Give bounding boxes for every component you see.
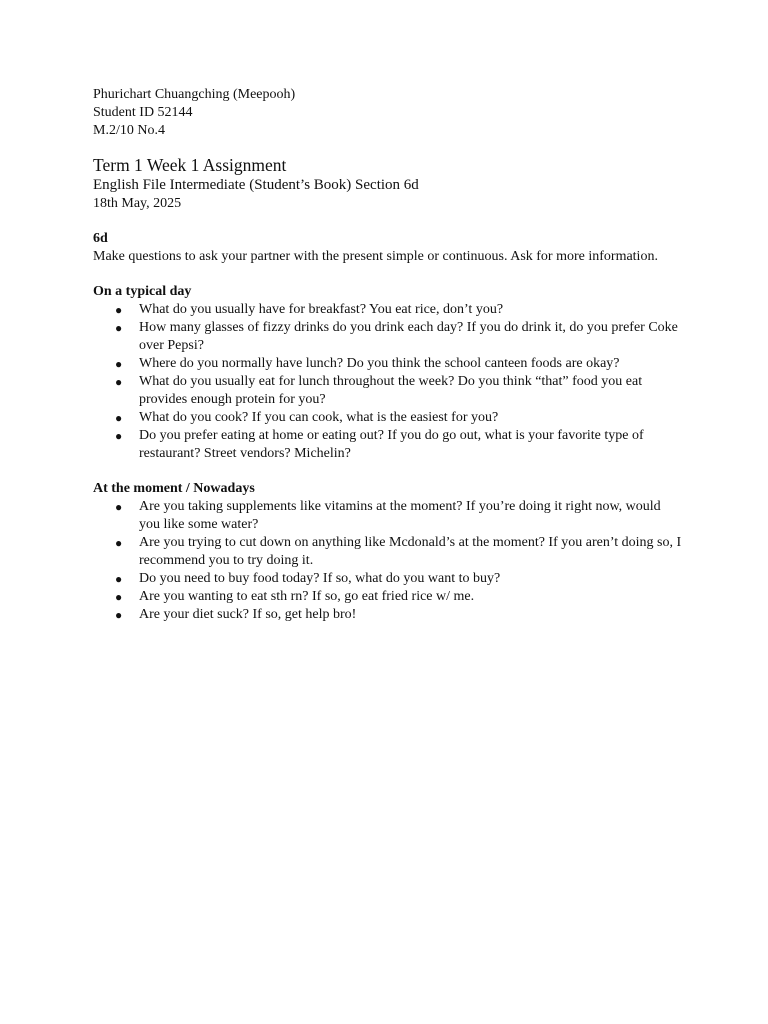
assignment-book: English File Intermediate (Student’s Book) Section 6d (93, 177, 419, 193)
class-number: M.2/10 No.4 (93, 123, 165, 138)
nowadays-list (93, 498, 683, 624)
list-item (93, 570, 683, 588)
bullet-icon: ● (115, 536, 123, 550)
list-item-text: Are you trying to cut down on anything like Mcdonald’s at the moment? If you aren’t doing so, I recommend you to try doing it. (139, 535, 682, 568)
section-code: 6d (93, 231, 108, 246)
nowadays-heading: At the moment / Nowadays (93, 481, 255, 496)
list-item-text: What do you usually have for breakfast? You eat rice, don’t you? (139, 302, 504, 317)
list-item-text: What do you cook? If you can cook, what is the easiest for you? (139, 410, 499, 425)
bullet-icon: ● (115, 608, 123, 622)
typical-day-heading: On a typical day (93, 284, 192, 299)
assignment-date: 18th May, 2025 (93, 196, 182, 211)
student-id: Student ID 52144 (93, 105, 193, 120)
document-page (93, 86, 683, 624)
list-item (93, 427, 683, 463)
list-item-text: Do you prefer eating at home or eating out? If you do go out, what is your favorite type of restaurant? Street vendors? Michelin? (139, 428, 644, 461)
list-item-text: How many glasses of fizzy drinks do you drink each day? If you do drink it, do you prefer Coke over Pepsi? (139, 320, 678, 353)
list-item (93, 319, 683, 355)
list-item-text: Where do you normally have lunch? Do you think the school canteen foods are okay? (139, 356, 620, 371)
assignment-title: Term 1 Week 1 Assignment (93, 155, 287, 175)
list-item (93, 355, 683, 373)
bullet-icon: ● (115, 357, 123, 371)
typical-day-list (93, 301, 683, 463)
list-item (93, 534, 683, 570)
list-item (93, 373, 683, 409)
list-item (93, 409, 683, 427)
list-item (93, 498, 683, 534)
student-name: Phurichart Chuangching (Meepooh) (93, 87, 296, 102)
bullet-icon: ● (115, 429, 123, 443)
bullet-icon: ● (115, 375, 123, 389)
list-item-text: Do you need to buy food today? If so, what do you want to buy? (139, 571, 501, 586)
bullet-icon: ● (115, 572, 123, 586)
list-item-text: Are you wanting to eat sth rn? If so, go eat fried rice w/ me. (139, 589, 475, 604)
bullet-icon: ● (115, 303, 123, 317)
list-item (93, 606, 683, 624)
list-item-text: What do you usually eat for lunch throughout the week? Do you think “that” food you eat provides enough protein for you? (139, 374, 643, 407)
bullet-icon: ● (115, 500, 123, 514)
list-item (93, 301, 683, 319)
bullet-icon: ● (115, 411, 123, 425)
bullet-icon: ● (115, 321, 123, 335)
list-item (93, 588, 683, 606)
list-item-text: Are your diet suck? If so, get help bro! (139, 607, 357, 622)
list-item-text: Are you taking supplements like vitamins at the moment? If you’re doing it right now, would you like some water? (139, 499, 661, 532)
section-instructions: Make questions to ask your partner with the present simple or continuous. Ask for more information. (93, 249, 658, 264)
bullet-icon: ● (115, 590, 123, 604)
